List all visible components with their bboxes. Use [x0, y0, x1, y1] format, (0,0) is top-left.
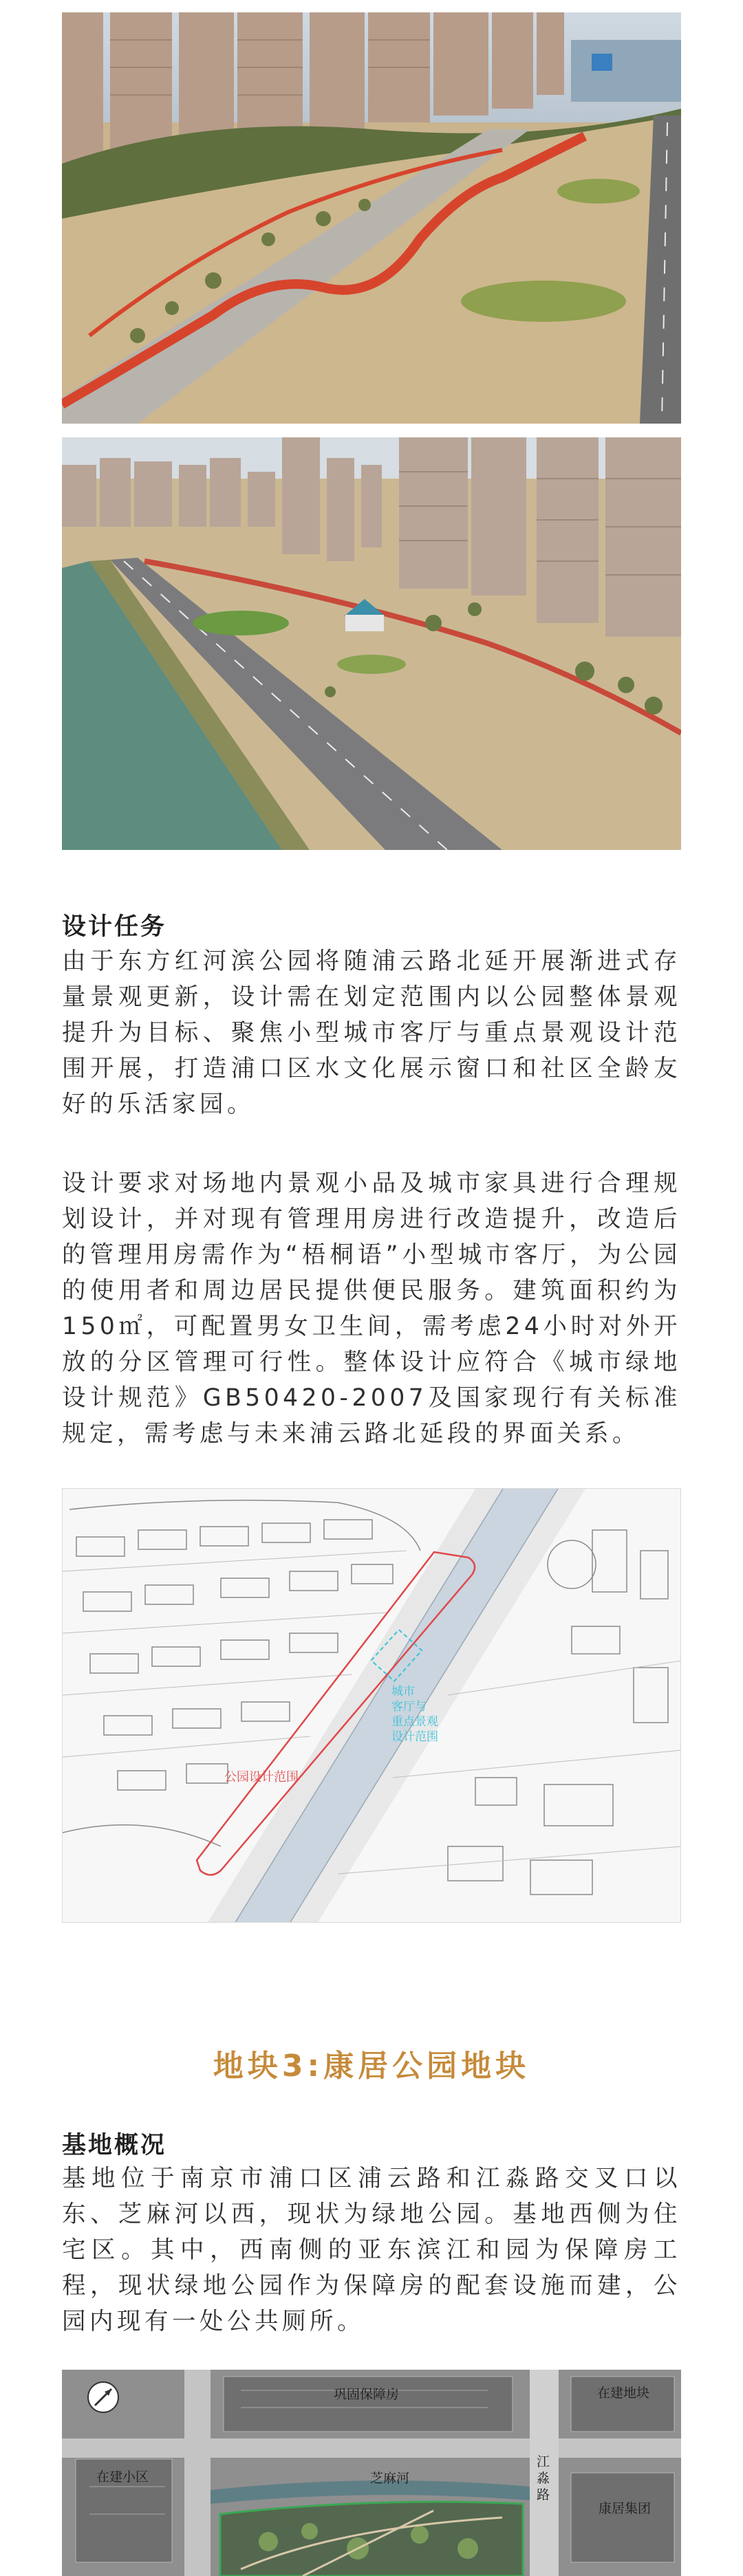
section-title-site-overview: 基地概况	[62, 2132, 167, 2159]
aerial-photo-park-track	[62, 12, 681, 424]
section-title-design-task: 设计任务	[62, 913, 167, 941]
label-zhima-river: 芝麻河	[370, 2471, 410, 2486]
label-city-room-line-3: 重点景观	[391, 1715, 438, 1729]
label-jiangmiao-road-1: 江	[537, 2454, 550, 2469]
label-city-room-line-4: 设计范围	[391, 1730, 438, 1744]
label-gonggu-housing: 巩固保障房	[334, 2387, 400, 2402]
label-city-room-line-2: 客厅与	[391, 1700, 427, 1714]
label-construction-west: 在建小区	[96, 2469, 149, 2485]
label-kangju-group: 康居集团	[599, 2501, 652, 2516]
label-park-design-range: 公园设计范围	[224, 1770, 299, 1784]
design-task-paragraph-1: 由于东方红河滨公园将随浦云路北延开展渐进式存量景观更新，设计需在划定范围内以公园整体景观提升为目标、聚焦小型城市客厅与重点景观设计范围开展，打造浦口区水文化展示窗口和社区全龄友好的乐活家园。	[62, 948, 681, 1118]
label-construction-east: 在建地块	[597, 2386, 650, 2401]
aerial-photo-canal-park	[62, 437, 681, 850]
design-task-paragraph-2: 设计要求对场地内景观小品及城市家具进行合理规划设计，并对现有管理用房进行改造提升，改造后的管理用房需作为“梧桐语”小型城市客厅，为公园的使用者和周边居民提供便民服务。建筑面积约为150㎡，可配置男女卫生间，需考虑24小时对外开放的分区管理可行性。整体设计应符合《城市绿地设计规范》GB50420-2007及国家现行有关标准规定，需考虑与未来浦云路北延段的界面关系。	[62, 1170, 681, 1448]
label-jiangmiao-road-2: 淼	[537, 2471, 550, 2486]
site-overview-paragraph: 基地位于南京市浦口区浦云路和江淼路交叉口以东、芝麻河以西，现状为绿地公园。基地西侧为住宅区。其中，西南侧的亚东滨江和园为保障房工程，现状绿地公园作为保障房的配套设施而建，公园内现有一处公共厕所。	[62, 2165, 681, 2335]
label-jiangmiao-road-3: 路	[537, 2487, 550, 2502]
block-3-heading: 地块3:康居公园地块	[213, 2049, 530, 2084]
site-plan-map-1	[62, 1488, 681, 1923]
site-plan-map-2	[62, 2370, 681, 2576]
label-city-room-line-1: 城市	[391, 1685, 415, 1699]
